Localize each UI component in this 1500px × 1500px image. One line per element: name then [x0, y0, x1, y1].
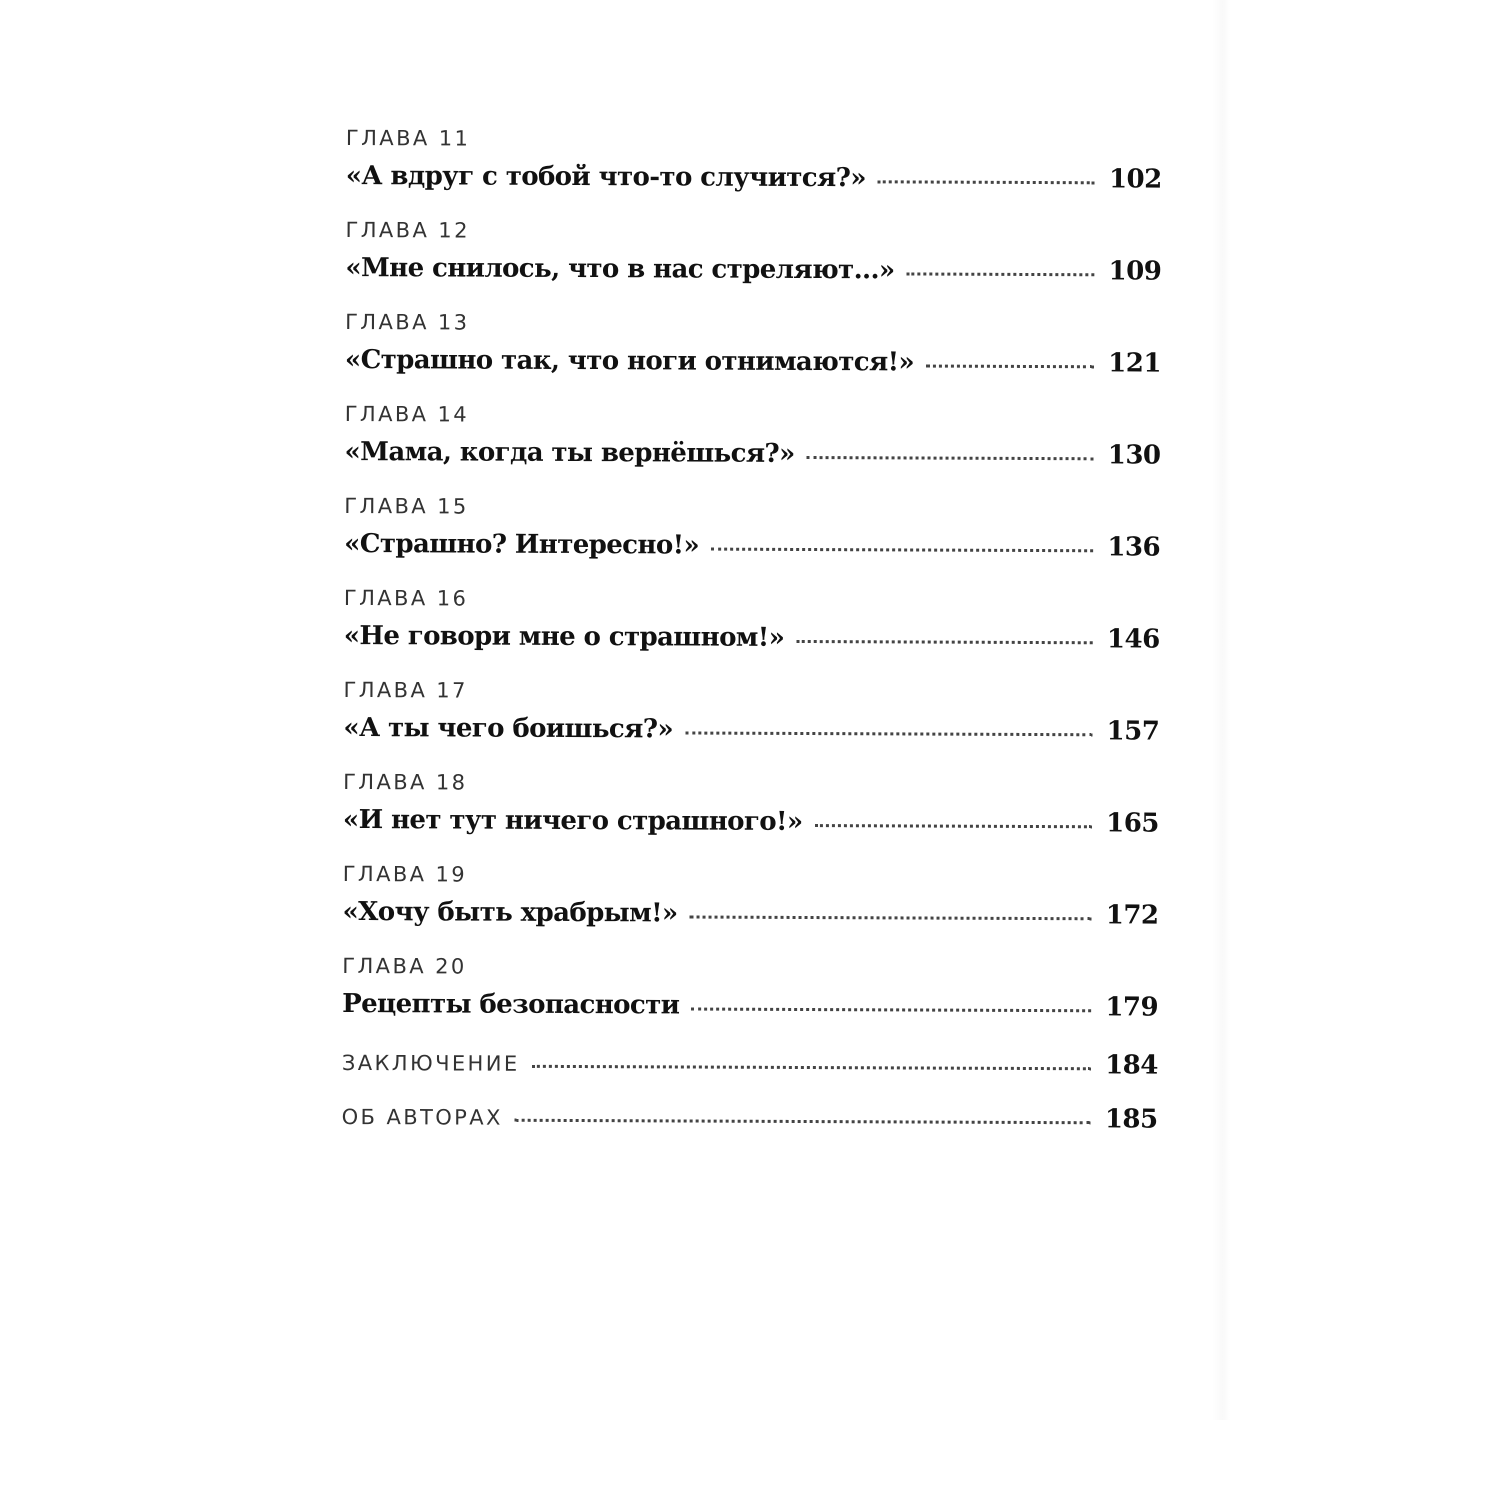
page-number: 165	[1106, 808, 1160, 839]
toc-entry-chapter-17	[343, 674, 1159, 770]
toc-row	[343, 800, 1159, 844]
chapter-title: «Страшно? Интересно!»	[344, 528, 700, 561]
chapter-label: ГЛАВА 13	[345, 309, 470, 335]
toc-row	[342, 892, 1158, 936]
page-number: 136	[1107, 532, 1161, 563]
page-number: 184	[1105, 1050, 1158, 1081]
toc-entry-chapter-11	[346, 122, 1162, 218]
page-number: 121	[1108, 348, 1162, 379]
toc-entry-chapter-15	[344, 490, 1160, 586]
chapter-title: «И нет тут ничего страшного!»	[342, 804, 803, 837]
toc-row	[342, 984, 1158, 1028]
dot-leader	[796, 640, 1093, 644]
chapter-label: ГЛАВА 12	[345, 217, 470, 243]
toc-entry-conclusion	[342, 1042, 1158, 1100]
toc-row	[343, 708, 1159, 752]
toc-entry-chapter-14	[344, 398, 1160, 494]
chapter-label: ГЛАВА 14	[344, 401, 470, 427]
chapter-title: «Не говори мне о страшном!»	[343, 620, 785, 653]
page-edge-shadow	[1212, 0, 1230, 1420]
dot-leader	[814, 824, 1092, 828]
chapter-label: ГЛАВА 11	[345, 125, 471, 151]
page-number: 109	[1108, 256, 1162, 287]
dot-leader	[907, 272, 1095, 276]
toc-row	[342, 1042, 1158, 1086]
table-of-contents	[342, 122, 1162, 1154]
toc-row	[345, 248, 1161, 292]
dot-leader	[691, 1008, 1091, 1013]
page-number: 172	[1105, 900, 1159, 931]
dot-leader	[685, 731, 1093, 736]
chapter-label: ГЛАВА 19	[342, 861, 468, 887]
toc-row	[345, 340, 1161, 384]
dot-leader	[926, 365, 1094, 369]
toc-entry-chapter-12	[345, 214, 1161, 310]
toc-entry-chapter-18	[343, 766, 1159, 862]
toc-row	[344, 432, 1160, 476]
page-number: 102	[1108, 164, 1162, 195]
chapter-title: «Мне снилось, что в нас стреляют...»	[345, 252, 895, 286]
page-number: 179	[1105, 992, 1159, 1023]
chapter-label: ГЛАВА 17	[343, 677, 468, 703]
toc-row	[342, 1096, 1158, 1140]
dot-leader	[807, 456, 1094, 460]
chapter-label: ГЛАВА 20	[342, 953, 467, 979]
chapter-title: «Страшно так, что ноги отнимаются!»	[344, 344, 915, 378]
dot-leader	[532, 1065, 1092, 1070]
dot-leader	[690, 916, 1092, 921]
toc-row	[344, 524, 1160, 568]
conclusion-title: ЗАКЛЮЧЕНИЕ	[341, 1050, 520, 1076]
about-authors-title: ОБ АВТОРАХ	[341, 1104, 503, 1130]
page-number: 146	[1106, 624, 1160, 655]
chapter-title: «Хочу быть храбрым!»	[342, 896, 678, 929]
toc-row	[344, 616, 1160, 660]
toc-entry-about-authors	[342, 1096, 1158, 1154]
chapter-label: ГЛАВА 16	[343, 585, 469, 611]
chapter-title: Рецепты безопасности	[342, 988, 680, 1021]
chapter-label: ГЛАВА 18	[343, 769, 468, 795]
dot-leader	[711, 548, 1093, 553]
dot-leader	[878, 180, 1095, 184]
page-number: 157	[1106, 716, 1160, 747]
chapter-title: «А ты чего боишься?»	[343, 712, 674, 745]
toc-row	[346, 156, 1162, 200]
toc-entry-chapter-19	[342, 858, 1158, 954]
chapter-title: «Мама, когда ты вернёшься?»	[344, 436, 795, 469]
toc-entry-chapter-13	[345, 306, 1161, 402]
dot-leader	[515, 1119, 1091, 1125]
toc-entry-chapter-16	[344, 582, 1160, 678]
chapter-label: ГЛАВА 15	[344, 493, 469, 519]
page-number: 185	[1104, 1104, 1158, 1135]
chapter-title: «А вдруг с тобой что-то случится?»	[345, 160, 866, 194]
toc-entry-chapter-20	[342, 950, 1158, 1046]
page-number: 130	[1107, 440, 1161, 471]
